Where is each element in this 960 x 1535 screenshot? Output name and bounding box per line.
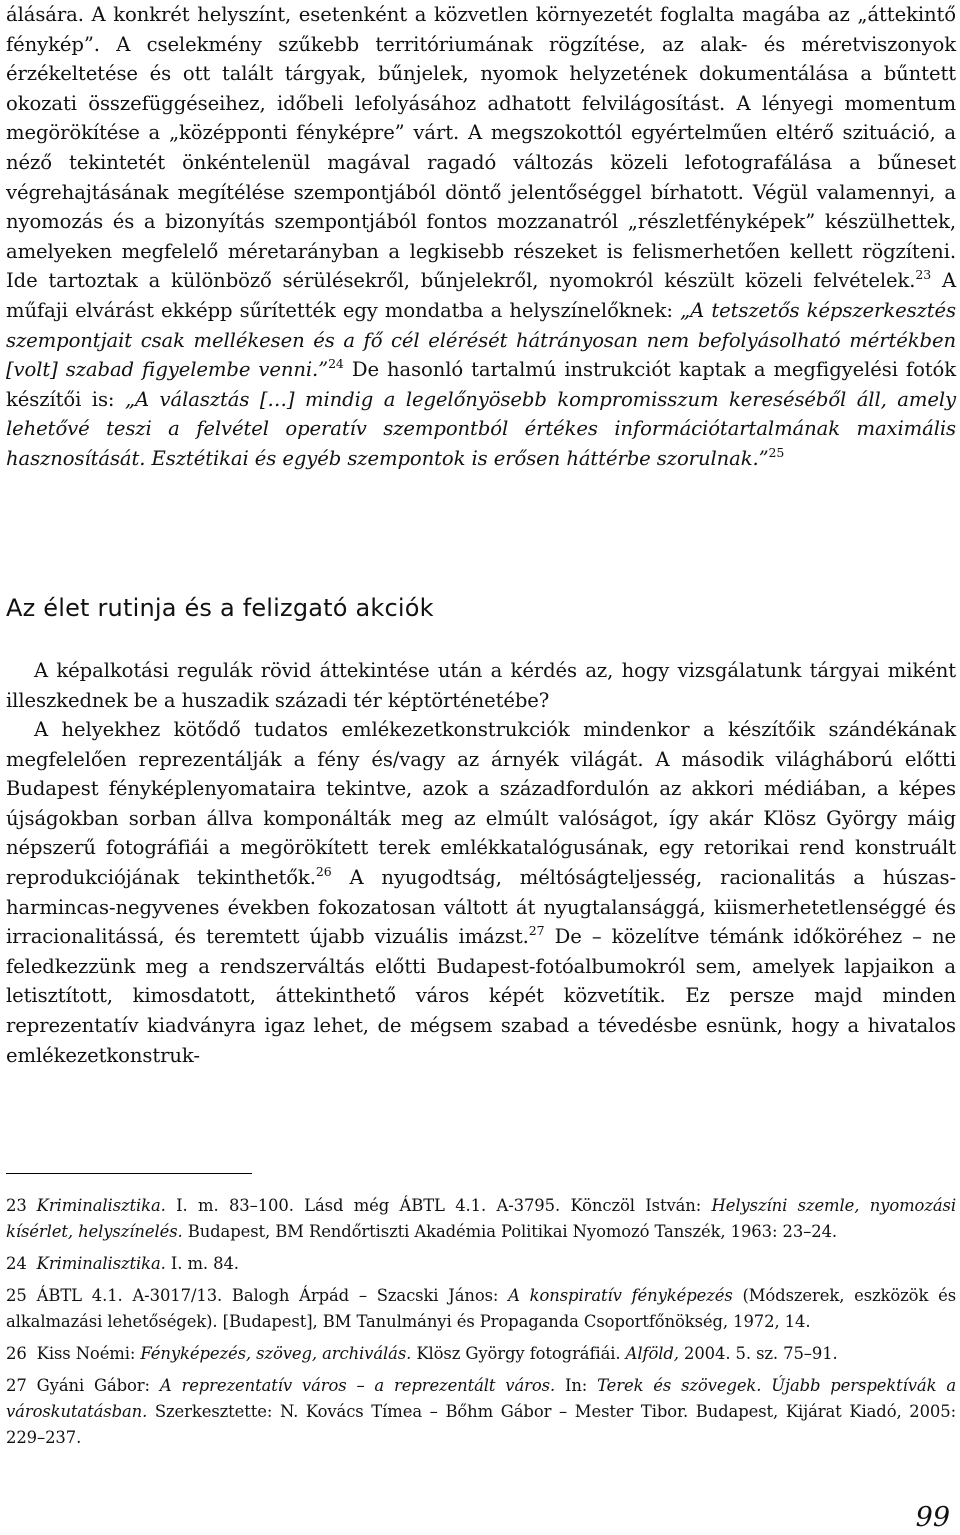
footnote-24 xyxy=(6,1251,956,1277)
footnote-26 xyxy=(6,1341,956,1367)
quotation: „A tetszetős képszerkesztés szempontjait csak mellékesen és a fő cél elérését hátrányosan nem befolyásolható mértékben [volt] szabad figyelembe venni.” xyxy=(6,298,956,382)
footnote-text: Klösz György fotográfiái. xyxy=(411,1344,626,1363)
footnote-text: Budapest, BM Rendőrtiszti Akadémia Politikai Nyomozó Tanszék, 1963: 23–24. xyxy=(182,1222,838,1241)
body-paragraph-3 xyxy=(6,715,956,1070)
footnote-text: Kiss Noémi: xyxy=(36,1344,141,1363)
footnote-text: I. m. 83–100. Lásd még ÁBTL 4.1. A-3795. Könczöl István: xyxy=(165,1196,712,1215)
footnote-25 xyxy=(6,1283,956,1335)
body-paragraph-1 xyxy=(6,0,956,474)
footnotes-section xyxy=(6,1193,956,1457)
footnote-title: Helyszíni szemle, nyomozási kísérlet, helyszínelés. xyxy=(6,1196,956,1241)
footnote-23 xyxy=(6,1193,956,1245)
paragraph-text: álására. A konkrét helyszínt, esetenként a közvetlen környezetét foglalta magába az „áttekintő fénykép”. A cselekmény szűkebb territóriumának rögzítése, az alak- és méretviszonyok érzékeltetése és ott talált tárgyak, bűnjelek, nyomok helyzetének dokumentálása a bűntett okozati összefüggéseihez, időbeli lefolyásához adhatott felvilágosítást. A lényegi momentum megörökítése a „középponti fényképre” várt. A megszokottól egyértelműen eltérő szituáció, a néző tekintetét önkéntelenül magával ragadó változás közeli lefotografálása a bűneset végrehajtásának megítélése szempontjából döntő jelentőséggel bírhatott. Végül valamennyi, a nyomozás és a bizonyítás szempontjából fontos mozzanatról „részletfényképek” készülhettek, amelyeken megfelelő méretarányban a legkisebb részeket is felismerhetően kellett rögzíteni. Ide tartoztak a különböző sérülésekről, bűnjelekről, nyomokról készült közeli felvételek. xyxy=(6,3,956,293)
footnote-title: Terek és szövegek. Újabb perspektívák a városkutatásban. xyxy=(6,1376,956,1421)
footnote-number: 23 xyxy=(6,1196,27,1215)
body-paragraph-2: A képalkotási regulák rövid áttekintése után a kérdés az, hogy vizsgálatunk tárgyai miként illeszkednek be a huszadik századi tér képtörténetébe? xyxy=(6,659,956,712)
footnote-ref-25[interactable]: 25 xyxy=(768,444,785,460)
footnote-number: 25 xyxy=(6,1286,27,1305)
paragraph-text: A helyekhez kötődő tudatos emlékezetkonstrukciók mindenkor a készítőik szándékának megfelelően reprezentálják a fény és/vagy az árnyék világát. A második világháború előtti Budapest fényképlenyomataira tekintve, azok a századfordulón az akkori médiában, a képes újságokban sorban állva komponálták meg az elmúlt valóságot, így akár Klösz György máig népszerű fotográfiái a megörökített terek emlékkatalógusának, egy retorikai rend konstruált reprodukciójának tekinthetők. xyxy=(6,718,956,889)
footnote-text: 2004. 5. sz. 75–91. xyxy=(678,1344,838,1363)
footnote-ref-24[interactable]: 24 xyxy=(328,356,344,372)
footnote-title: Kriminalisztika. xyxy=(36,1196,166,1215)
footnote-ref-26[interactable]: 26 xyxy=(315,863,332,879)
section-heading: Az élet rutinja és a felizgató akciók xyxy=(6,594,434,622)
footnote-number: 24 xyxy=(6,1254,27,1273)
footnote-title: A reprezentatív város – a reprezentált város. xyxy=(159,1376,556,1395)
footnote-text: ÁBTL 4.1. A-3017/13. Balogh Árpád – Szacski János: xyxy=(36,1286,509,1305)
footnote-text: Gyáni Gábor: xyxy=(36,1376,160,1395)
footnote-27 xyxy=(6,1373,956,1451)
footnote-text: (Módszerek, eszközök és alkalmazási lehetőségek). [Budapest], BM Tanulmányi és Propaganda Csoportfőnökség, 1972, 14. xyxy=(6,1286,956,1331)
footnote-divider xyxy=(6,1173,252,1174)
footnote-ref-23[interactable]: 23 xyxy=(915,267,932,283)
footnote-text: I. m. 84. xyxy=(165,1254,239,1273)
footnote-title: Kriminalisztika. xyxy=(36,1254,166,1273)
footnote-title: A konspiratív fényképezés xyxy=(508,1286,733,1305)
paragraph-text: A műfaji elvárást ekképp sűrítették egy mondatba a helyszínelőknek: xyxy=(6,269,956,322)
quotation: „A választás […] mindig a legelőnyösebb kompromisszum kereséséből áll, amely lehetővé teszi a felvétel operatív szempontból értékes információtartalmának maximális hasznosítását. Esztétikai és egyéb szempontok is erősen háttérbe szorulnak.” xyxy=(6,387,956,470)
footnote-number: 27 xyxy=(6,1376,27,1395)
paragraph-text: De hasonló tartalmú instrukciót kaptak a megfigyelési fotók készítői is: xyxy=(6,358,957,411)
footnote-text: Szerkesztette: N. Kovács Tímea – Bőhm Gábor – Mester Tibor. Budapest, Kijárat Kiadó, 2005: 229–237. xyxy=(6,1402,956,1447)
page-number: 99 xyxy=(915,1502,950,1533)
footnote-number: 26 xyxy=(6,1344,27,1363)
footnote-text: In: xyxy=(555,1376,598,1395)
footnote-title: Alföld, xyxy=(625,1344,679,1363)
footnote-title: Fényképezés, szöveg, archiválás. xyxy=(140,1344,412,1363)
paragraph-text: De – közelítve témánk időköréhez – ne feledkezzünk meg a rendszerváltás előtti Budapest-fotóalbumokról sem, amelyek lapjaikon a letisztított, kimosdatott, áttekinthető város képét közvetítik. Ez persze majd minden reprezentatív kiadványra igaz lehet, de mégsem szabad a tévedésbe esnünk, hogy a hivatalos emlékezetkonstruk- xyxy=(6,925,956,1067)
paragraph-text: A nyugodtság, méltóságteljesség, racionalitás a húszas-harmincas-negyvenes években fokozatosan váltott át nyugtalansággá, kiismerhetetlenséggé és irracionalitássá, és teremtett újabb vizuális imázst. xyxy=(6,865,957,949)
footnote-ref-27[interactable]: 27 xyxy=(528,923,545,939)
